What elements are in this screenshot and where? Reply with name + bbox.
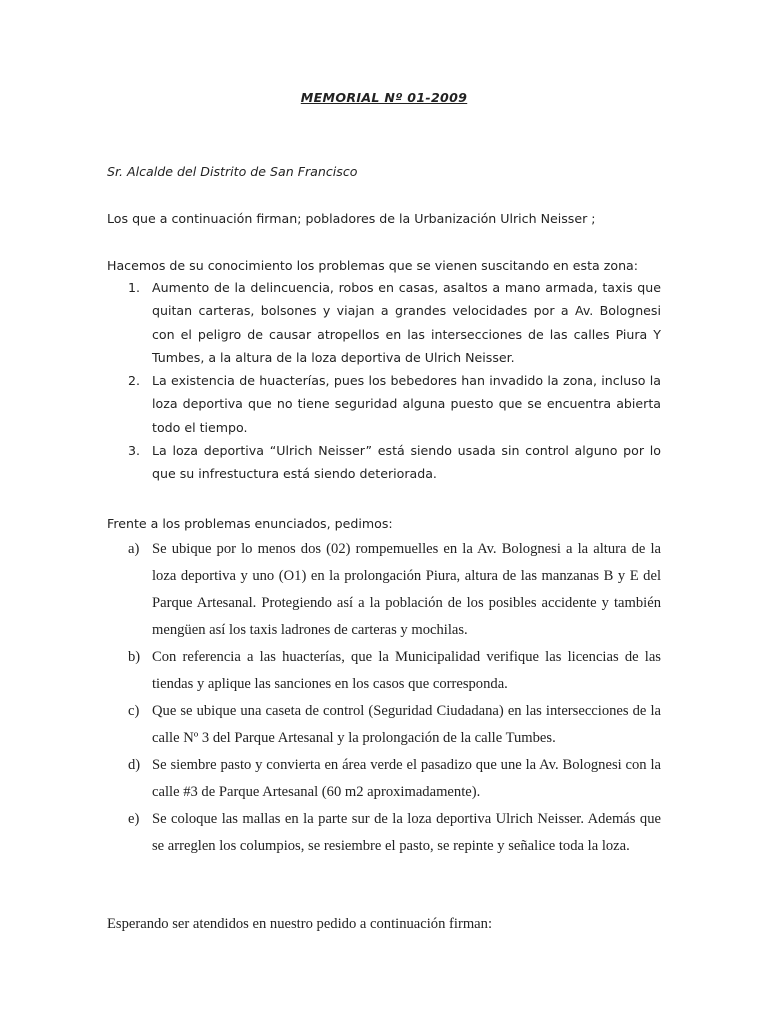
intro-paragraph: Los que a continuación firman; pobladores de la Urbanización Ulrich Neisser ; [107, 211, 596, 226]
problem-text: Aumento de la delincuencia, robos en casas, asaltos a mano armada, taxis que quitan carteras, bolsones y viajan a grandes velocidades por a Av. Bolognesi con el peligro de causar atropellos en las intersecciones de las calles Piura Y Tumbes, a la altura de la loza deportiva de Ulrich Neisser. [152, 280, 661, 365]
request-item [128, 806, 661, 860]
problems-list [128, 276, 661, 486]
requests-list [128, 536, 661, 860]
request-text: Se siembre pasto y convierta en área verde el pasadizo que une la Av. Bolognesi con la calle #3 de Parque Artesanal (60 m2 aproximadamente). [152, 757, 661, 800]
problem-number: 2. [128, 373, 141, 389]
document-title: MEMORIAL Nº 01-2009 [300, 90, 468, 105]
requests-lead-paragraph: Frente a los problemas enunciados, pedimos: [107, 516, 393, 531]
request-letter: b) [128, 649, 141, 665]
request-letter: d) [128, 757, 141, 773]
problem-text: La loza deportiva “Ulrich Neisser” está siendo usada sin control alguno por lo que su infrestuctura está siendo deteriorada. [152, 443, 661, 482]
addressee-line: Sr. Alcalde del Distrito de San Francisco [107, 164, 358, 179]
problem-number: 3. [128, 443, 141, 459]
request-item [128, 698, 661, 752]
request-letter: e) [128, 811, 140, 827]
request-item [128, 644, 661, 698]
request-item [128, 536, 661, 644]
problem-text: La existencia de huacterías, pues los bebedores han invadido la zona, incluso la loza deportiva que no tiene seguridad alguna puesto que se encuentra abierta todo el tiempo. [152, 373, 661, 435]
request-text: Con referencia a las huacterías, que la Municipalidad verifique las licencias de las tiendas y aplique las sanciones en los casos que corresponda. [152, 649, 661, 692]
problem-number: 1. [128, 280, 141, 295]
request-item [128, 752, 661, 806]
request-letter: a) [128, 541, 140, 557]
request-text: Que se ubique una caseta de control (Seguridad Ciudadana) en las intersecciones de la calle Nº 3 del Parque Artesanal y la prolongación de la calle Tumbes. [152, 703, 661, 746]
problems-lead-paragraph: Hacemos de su conocimiento los problemas que se vienen suscitando en esta zona: [107, 258, 639, 273]
request-text: Se ubique por lo menos dos (02) rompemuelles en la Av. Bolognesi a la altura de la loza deportiva y uno (O1) en la prolongación Piura, altura de las manzanas B y E del Parque Artesanal. Protegiendo así a la población de los posibles accidente y también mengüen así los taxis ladrones de carteras y mochilas. [152, 541, 661, 638]
problem-item [128, 369, 661, 439]
closing-paragraph: Esperando ser atendidos en nuestro pedido a continuación firman: [107, 916, 492, 932]
problem-item [128, 276, 661, 369]
request-letter: c) [128, 703, 140, 719]
problem-item [128, 439, 661, 486]
request-text: Se coloque las mallas en la parte sur de la loza deportiva Ulrich Neisser. Además que se arreglen los columpios, se resiembre el pasto, se repinte y señalice toda la loza. [152, 811, 661, 854]
